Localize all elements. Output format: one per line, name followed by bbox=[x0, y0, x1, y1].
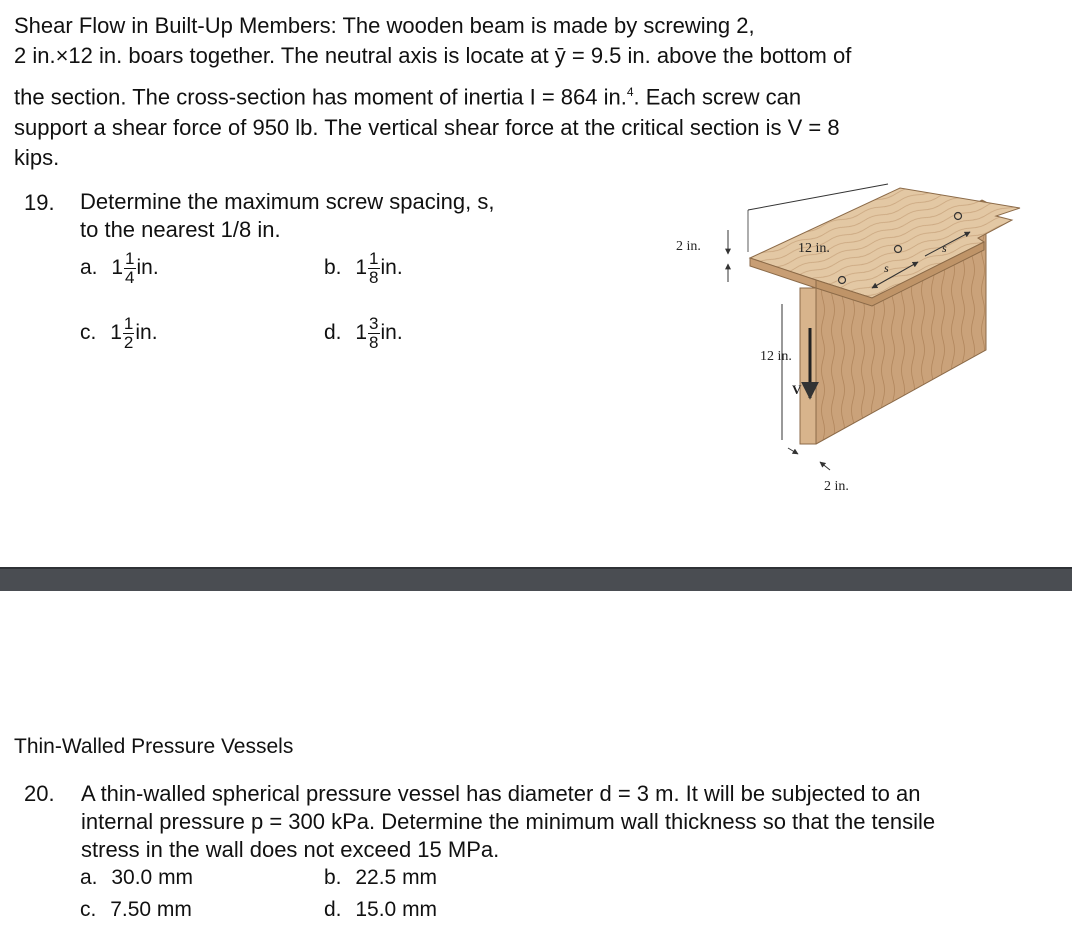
web-board-front bbox=[800, 288, 816, 444]
top-thickness-label: 2 in. bbox=[676, 239, 701, 254]
intro-line-5: kips. bbox=[14, 145, 60, 170]
option-fraction bbox=[368, 250, 379, 287]
question-20-line-1: A thin-walled spherical pressure vessel has diameter d = 3 m. It will be subjected to an bbox=[81, 781, 921, 806]
option-whole: 1 bbox=[111, 256, 124, 280]
shear-force-label: V bbox=[792, 382, 802, 397]
fraction-numerator: 1 bbox=[125, 249, 135, 268]
fraction-numerator: 3 bbox=[369, 314, 379, 333]
option-letter: a. bbox=[80, 256, 98, 280]
option-letter: b. bbox=[324, 256, 342, 280]
fraction-denominator: 2 bbox=[123, 333, 134, 352]
fraction-numerator: 1 bbox=[369, 249, 379, 268]
fraction-denominator: 8 bbox=[369, 333, 379, 352]
option-value: 22.5 mm bbox=[355, 866, 438, 889]
question-19-line-1: Determine the maximum screw spacing, s, bbox=[80, 189, 495, 214]
option-fraction bbox=[124, 250, 135, 287]
option-unit: in. bbox=[135, 321, 158, 345]
flange-width-label: 12 in. bbox=[798, 241, 830, 256]
q19-option-d[interactable] bbox=[324, 315, 403, 352]
option-letter: a. bbox=[80, 866, 98, 889]
option-unit: in. bbox=[136, 256, 159, 280]
q19-option-b[interactable] bbox=[324, 250, 403, 287]
question-19-text bbox=[80, 188, 494, 244]
option-unit: in. bbox=[380, 321, 403, 345]
option-value: 7.50 mm bbox=[110, 898, 192, 921]
question-19-number: 19. bbox=[24, 190, 55, 215]
q19-option-a[interactable] bbox=[80, 250, 159, 287]
web-thickness-label: 2 in. bbox=[824, 479, 849, 494]
question-20 bbox=[24, 780, 936, 862]
intro-line-3 bbox=[14, 74, 1044, 110]
fraction-denominator: 4 bbox=[125, 268, 135, 287]
intro-line-1: Shear Flow in Built-Up Members: The wooden beam is made by screwing 2, bbox=[14, 13, 755, 38]
section-heading: Thin-Walled Pressure Vessels bbox=[14, 735, 294, 758]
intro-line-4: support a shear force of 950 lb. The vertical shear force at the critical section is V = 8 bbox=[14, 115, 840, 140]
question-20-number: 20. bbox=[24, 781, 55, 806]
option-letter: d. bbox=[324, 321, 342, 345]
option-letter: c. bbox=[80, 321, 97, 345]
option-whole: 1 bbox=[355, 321, 368, 345]
option-letter: c. bbox=[80, 898, 97, 921]
option-whole: 1 bbox=[355, 256, 368, 280]
option-letter: d. bbox=[324, 898, 342, 921]
exponent: 4 bbox=[626, 85, 634, 99]
web-thickness-arrow bbox=[788, 448, 798, 454]
q20-option-a[interactable] bbox=[80, 866, 193, 890]
option-fraction bbox=[123, 315, 134, 352]
option-fraction bbox=[368, 315, 379, 352]
intro-paragraph bbox=[14, 8, 1044, 170]
web-height-label: 12 in. bbox=[760, 349, 792, 364]
q20-option-b[interactable] bbox=[324, 866, 437, 890]
option-value: 15.0 mm bbox=[355, 898, 438, 921]
q20-option-c[interactable] bbox=[80, 898, 192, 922]
web-thickness-arrow bbox=[820, 462, 830, 470]
spacing-label: s bbox=[884, 261, 889, 275]
q19-option-c[interactable] bbox=[80, 315, 158, 352]
intro-line-3a: the section. The cross-section has moment of inertia I = 864 in. bbox=[14, 84, 627, 110]
option-letter: b. bbox=[324, 866, 342, 889]
option-value: 30.0 mm bbox=[111, 866, 194, 889]
option-whole: 1 bbox=[110, 321, 122, 345]
fraction-numerator: 1 bbox=[123, 314, 134, 333]
intro-line-3b: . Each screw can bbox=[633, 84, 802, 110]
option-unit: in. bbox=[380, 256, 403, 280]
question-19-line-2: to the nearest 1/8 in. bbox=[80, 217, 281, 242]
fraction-denominator: 8 bbox=[369, 268, 379, 287]
spacing-label: s bbox=[942, 241, 947, 255]
page-divider bbox=[0, 567, 1072, 591]
question-20-text bbox=[81, 780, 1041, 864]
q20-option-d[interactable] bbox=[324, 898, 437, 922]
intro-line-2: 2 in.×12 in. boars together. The neutral axis is locate at ȳ = 9.5 in. above the bottom of bbox=[14, 43, 852, 68]
question-20-line-2: internal pressure p = 300 kPa. Determine the minimum wall thickness so that the tensile bbox=[81, 809, 936, 834]
question-20-line-3: stress in the wall does not exceed 15 MPa. bbox=[81, 837, 500, 862]
beam-figure bbox=[640, 180, 1060, 500]
